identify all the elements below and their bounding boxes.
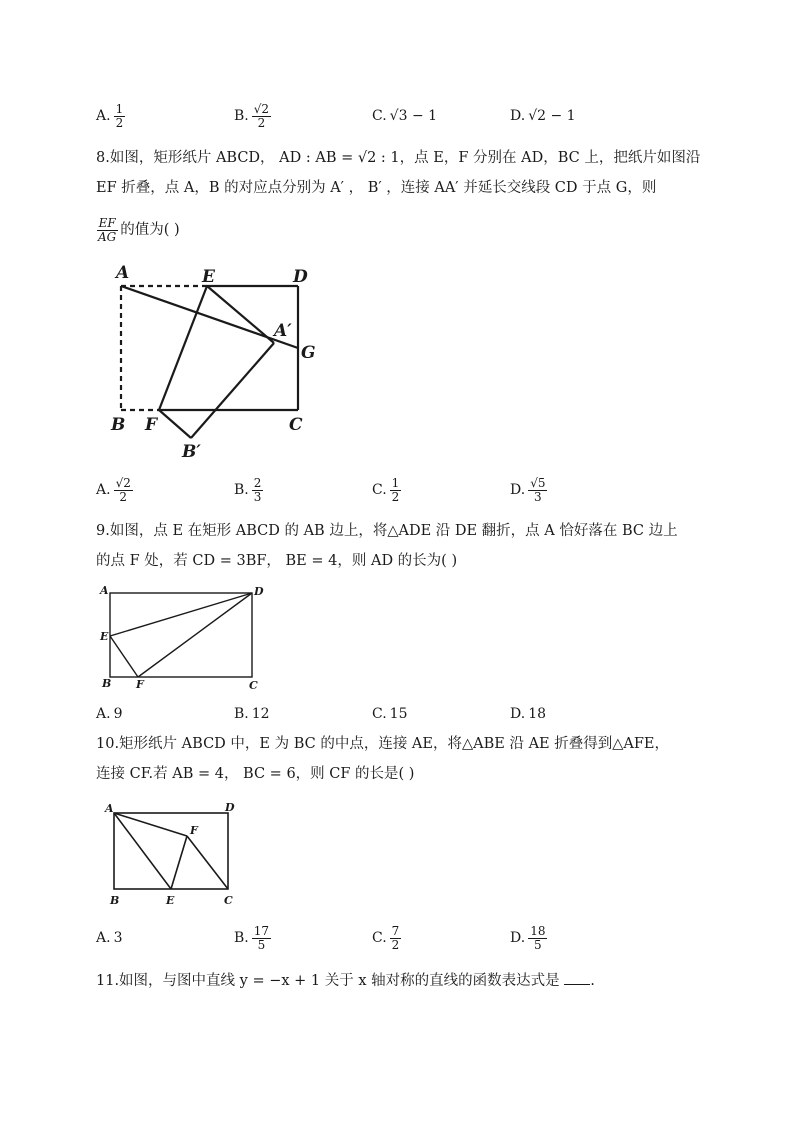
label-g: G xyxy=(301,343,316,363)
q9-option-c[interactable]: C. 15 xyxy=(372,706,408,722)
fraction: $\frac{7}{2}$ xyxy=(391,923,400,952)
segment-ed xyxy=(110,593,252,636)
label-c: C xyxy=(289,415,303,435)
q10-stem-line2: 连接 CF.若 AB = 4， BC = 6，则 CF 的长是( ) xyxy=(96,766,415,782)
q10-option-d[interactable]: D. $\frac{18}{5}$ xyxy=(510,923,546,952)
fraction: $\frac{√2}{2}$ xyxy=(115,475,131,504)
label-a: A xyxy=(116,263,130,283)
fraction: $\frac{17}{5}$ xyxy=(253,923,270,952)
rectangle-abcd xyxy=(110,593,252,677)
edge-a1b1 xyxy=(191,343,274,438)
q8-option-d[interactable]: D. $\frac{√5}{3}$ xyxy=(510,475,546,504)
fraction: $\frac{1}{2}$ xyxy=(391,475,400,504)
q10-stem-line1: 10.矩形纸片 ABCD 中，E 为 BC 的中点，连接 AE，将△ABE 沿 AE 折叠得到△AFE， xyxy=(96,736,670,752)
edge-fb1 xyxy=(159,410,191,438)
segment-ef xyxy=(110,636,138,677)
edge-ea1 xyxy=(207,286,274,343)
q9-option-b[interactable]: B. 12 xyxy=(234,706,270,722)
segment-fc xyxy=(187,836,228,889)
q10-options xyxy=(96,920,696,956)
label-f: F xyxy=(136,678,144,691)
q9-option-a[interactable]: A. 9 xyxy=(96,706,123,722)
label-c: C xyxy=(224,894,233,907)
q7-options xyxy=(96,98,696,134)
q10-option-a[interactable]: A. 3 xyxy=(96,930,123,946)
q8-figure xyxy=(104,258,334,468)
fold-line-ef xyxy=(159,286,207,410)
fraction: $\frac{√5}{3}$ xyxy=(530,475,546,504)
q11-stem: 11.如图，与图中直线 y = −x + 1 关于 x 轴对称的直线的函数表达式是 . xyxy=(96,970,595,991)
label-d: D xyxy=(293,267,308,287)
q7-option-d[interactable]: D. √2 − 1 xyxy=(510,108,576,124)
q8-option-b[interactable]: B. $\frac{2}{3}$ xyxy=(234,475,262,504)
q7-option-b[interactable]: B. $\frac{√2}{2}$ xyxy=(234,101,270,130)
q9-stem-line1: 9.如图，点 E 在矩形 ABCD 的 AB 边上，将△ADE 沿 DE 翻折，点 A 恰好落在 BC 边上 xyxy=(96,523,678,539)
q9-stem-line2: 的点 F 处，若 CD = 3BF， BE = 4，则 AD 的长为( ) xyxy=(96,553,458,569)
segment-fd xyxy=(138,593,252,677)
label-a: A xyxy=(100,584,109,597)
fraction: $\frac{18}{5}$ xyxy=(530,923,546,952)
fraction: $\frac{2}{3}$ xyxy=(253,475,262,504)
label-b: B xyxy=(102,677,112,690)
q9-options xyxy=(96,696,696,732)
label-e: E xyxy=(166,894,175,907)
label-f: F xyxy=(145,415,158,435)
label-d: D xyxy=(254,585,264,598)
label-f: F xyxy=(190,824,198,837)
q8-stem-line3: $\frac{EF}{AG}$ 的值为( ) xyxy=(98,215,180,244)
q8-option-a[interactable]: A. $\frac{√2}{2}$ xyxy=(96,475,131,504)
q8-stem-line2: EF 折叠，点 A，B 的对应点分别为 A′ ， B′ ，连接 AA′ 并延长交线段 CD 于点 G，则 xyxy=(96,180,657,196)
segment-ae xyxy=(114,813,171,889)
q10-figure xyxy=(98,796,248,912)
q9-figure xyxy=(96,580,276,692)
q7-option-c[interactable]: C. √3 − 1 xyxy=(372,108,438,124)
q7-option-a[interactable]: A. $\frac{1}{2}$ xyxy=(96,101,124,130)
answer-blank[interactable] xyxy=(564,970,590,985)
label-b: B xyxy=(111,415,126,435)
q8-stem-line1: 8.如图，矩形纸片 ABCD， AD : AB = √2 : 1，点 E，F 分别在 AD，BC 上，把纸片如图沿 xyxy=(96,150,701,166)
q8-option-c[interactable]: C. $\frac{1}{2}$ xyxy=(372,475,400,504)
q8-options xyxy=(96,472,696,508)
label-a-prime: A′ xyxy=(274,321,292,341)
q10-option-b[interactable]: B. $\frac{17}{5}$ xyxy=(234,923,270,952)
q9-option-d[interactable]: D. 18 xyxy=(510,706,547,722)
label-c: C xyxy=(249,679,258,692)
segment-fe xyxy=(171,836,187,889)
label-e: E xyxy=(202,267,215,287)
segment-ag xyxy=(121,286,298,348)
label-b-prime: B′ xyxy=(182,442,201,462)
label-d: D xyxy=(225,801,235,814)
fraction: $\frac{1}{2}$ xyxy=(115,101,124,130)
rectangle-abcd xyxy=(114,813,228,889)
label-e: E xyxy=(100,630,109,643)
q10-option-c[interactable]: C. $\frac{7}{2}$ xyxy=(372,923,400,952)
segment-af xyxy=(114,813,187,836)
label-b: B xyxy=(110,894,120,907)
fraction: $\frac{√2}{2}$ xyxy=(253,101,270,130)
ratio-fraction: $\frac{EF}{AG}$ xyxy=(98,215,117,244)
label-a: A xyxy=(105,802,114,815)
